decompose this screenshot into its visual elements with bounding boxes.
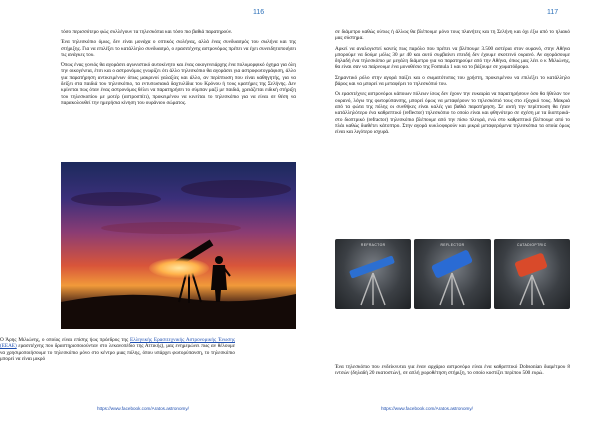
right-paragraph-4: Οι ερασιτέχνες αστρονόμοι κάποιων πόλεων ίσως δεν έχουν την ευκαιρία να παρατηρήσουν όσο θα ήθελαν τον ουρανό, λόγω της φωτορύπανσης, μπορεί όμως να μεταφέρουν το τηλεσκόπιό τους στο εξοχικό τους. Μακριά από τα φώτα της πόλης οι συνθήκες είναι καλές για βαθιά παρατήρηση. Σε αυτή την περίπτωση θα ήταν κατάλληλότερο ένα καθρεπτικό (reflector) τηλεσκόπιο το οποίο είναι και φθηνότερο σε σχέση με τα διοπτρικά- στο διοπτρικό (refractor) τηλεσκόπιο βλέπουμε από την πίσω πλευρά, ενώ στο καθρεπτικό βλέπουμε από το πλάι καθώς διαθέτει κάτοπτρο. Στην αγορά κυκλοφορούν και μικρά μεταφερόμενα τηλεσκόπια τα οποία όμως είναι και λιγότερο ισχυρά. <box>335 91 570 136</box>
catadioptric-telescope-icon <box>494 239 570 309</box>
caption-prefix: Ο Άρης Μιλιώνης, ο οποίος είναι επίσης ήως πρόεδρος της <box>0 337 129 343</box>
right-paragraph-2: Αρκεί να αναλογιστεί κανείς πως παρόλο που πρέπει να βλέπουμε 3.500 αστέρια στον ουρανό, στην Αθήνα μπορούμε να δούμε μόλις 30 με 40 και αυτό συμβαίνει επειδή δεν έχουμε σκοτεινό ουρανό. Αν αγοράσουμε δηλαδή ένα τηλεσκόπιο με μεγάλη διάμετρο για να παρατηρούμε από την Αθήνα, όπως μας λέει ο κ Μιλιώνης, θα είναι σαν να παίρνουμε ένα μονοθέσιο της Formula 1 και να το βάζουμε σε χωματόδρομο. <box>335 45 570 71</box>
footer-link-left[interactable]: https://www.facebook.com/Aratos.astronomy/ <box>97 406 189 411</box>
telescope-types-panel <box>335 239 570 309</box>
left-paragraph-2: Ένα τηλεσκόπιο όμως, δεν είναι μονάχα ο οπτικός σωλήνας, αλλά ένας συνδυασμός του σωλήνα και της στήριξης. Για να επιλέξει το κατάλληλο συνδυασμό, ο ερασιτέχνης αστρονόμος πρέπει να έχει συνειδητοποιήσει τις ανάγκες του. <box>61 39 296 58</box>
right-paragraph-5: Ένα τηλεσκόπιο που ενδείκνυται για έναν αρχάριο αστρονόμο είναι ένα καθρεπτικό Dobsonian διαμέτρου 8 ιντσών (δηλαδή 20 εκατοστών), σε απλή χωροθέτηση στήριξη, το οποίο κοστίζει περίπου 500 ευρώ. <box>335 364 570 377</box>
left-column <box>61 29 296 110</box>
catadioptric-card <box>494 239 570 309</box>
sunset-telescope-photo <box>61 162 296 329</box>
page-number-right: 117 <box>547 9 559 16</box>
left-paragraph-3: Όπως ένας γονιός θα αγοράσει αγωνιστικό αυτοκίνητο και ένας οικογενειάρχης ένα πολυμορφικό όχημα για όλη την οικογένεια, έτσι και ο αστρονόμος γνωρίζει ότι άλλο τηλεσκόπιο θα αγοράσει για αστροφωτογράφιση, άλλο για παρατήρηση αντικειμένων όπως μακρινοί γαλαξίες και άλλο, αν περίπτωση που είναι καθηγητής, για να δείξει στα παιδιά του τηλεσκόπιο, τα εντυπωσιακά δαχτυλίδια του Κρόνου ή τους κρατήρες της Σελήνης. Δεν κρίνεται πως όταν ένας αστρονόμος θέλει να παρατηρήσει το σύμπαν μαζί με παιδιά, χρειάζεται ειδική στήριξη του τηλεσκοπίου με μοτέρ (αστροσπίτι), προκειμένου να κινείται το τηλεσκόπιο για να είναι σε θέση να παρακολουθεί την ημερήσια κίνηση του ουράνιου σώματος. <box>61 62 296 106</box>
refractor-telescope-icon <box>335 239 411 309</box>
reflector-label: REFLECTOR <box>440 243 465 247</box>
left-paragraph-1: τόσο περισσότερο φώς συλλέγουν τα τηλεσκόπια και τόσο πιο βαθιά παρατηρούν. <box>61 29 233 35</box>
reflector-card <box>414 239 490 309</box>
left-caption <box>0 337 235 366</box>
reflector-telescope-icon <box>414 239 490 309</box>
caption-suffix: ερασιτέχνης που δραστηριοποιούνταν στο λεκανοπέδιο της Αττικής), μας ενημερώνει πως αν θέλουμε να χρησιμοποιήσουμε το τηλεσκόπιο μόνο στο κέντρο μιας πόλης, όπου υπάρχει φωτορύπανση, το τηλεσκόπιο μπορεί να είναι μικρό <box>0 343 236 362</box>
right-bottom-text <box>335 364 570 381</box>
footer-link-right[interactable]: https://www.facebook.com/Aratos.astronomy/ <box>381 406 473 411</box>
page-number-left: 116 <box>253 9 265 16</box>
eeae-link[interactable]: Ελληνικής Ερασιτεχνικής Αστρονομικής Ένωσης (ΕΕΑΕ) <box>0 337 235 350</box>
right-paragraph-3: Σημαντικό ρόλο στην αγορά παίζει και ο σωματότυπος του χρήστη, προκειμένου να επιλέξει το κατάλληλο βάρος και να μπορεί να μεταφέρει το τηλεσκόπιό του. <box>335 74 570 88</box>
refractor-card <box>335 239 411 309</box>
right-column <box>335 29 570 139</box>
refractor-label: REFRACTOR <box>360 243 386 247</box>
catadioptric-label: CATADIOPTRIC <box>517 243 547 247</box>
right-paragraph-1: σε διάμετρο καθώς ούτως ή άλλως θα βλέπουμε μόνο τους πλανήτες και τη Σελήνη και όχι έξω από το ηλιακό μας σύστημα. <box>335 29 570 42</box>
